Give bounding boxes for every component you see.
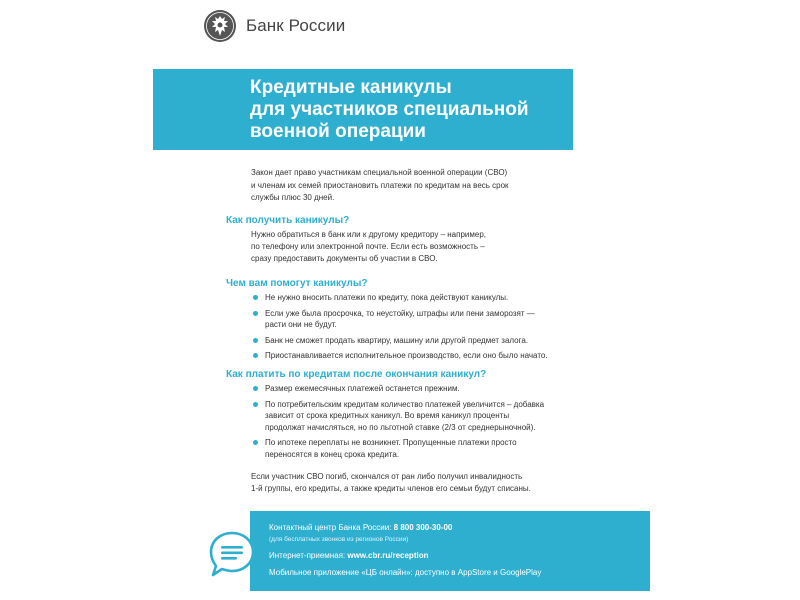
paragraph-line: Нужно обратиться в банк или к другому кредитору – например, — [251, 230, 486, 239]
chat-bubble-icon — [207, 529, 257, 579]
benefits-list — [251, 292, 548, 366]
title-line: Кредитные каникулы — [250, 77, 452, 98]
paragraph-line: по телефону или электронной почте. Если есть возможность – — [251, 242, 485, 251]
bank-emblem-icon — [203, 9, 237, 43]
section-heading-payment-after: Как платить по кредитам после окончания каникул? — [226, 369, 487, 380]
mobile-app-text: Мобильное приложение «ЦБ онлайн»: доступно в AppStore и GooglePlay — [269, 568, 542, 577]
how-to-get-paragraph — [251, 229, 486, 265]
contact-center-label: Контактный центр Банка России: — [269, 523, 394, 532]
list-item-line: расти они не будут. — [265, 320, 337, 329]
list-item — [251, 437, 544, 460]
title-line: для участников специальной — [250, 99, 529, 120]
contact-footer — [250, 511, 650, 591]
section-heading-benefits: Чем вам помогут каникулы? — [226, 278, 368, 289]
list-item-line: Размер ежемесячных платежей останется прежним. — [265, 384, 460, 393]
payment-after-list — [251, 383, 544, 464]
contact-note: (для бесплатных звонков из регионов России) — [269, 536, 409, 543]
bank-name: Банк России — [246, 16, 346, 35]
list-item-line: переносятся в конец срока кредита. — [265, 449, 400, 459]
paragraph-line: Если участник СВО погиб, скончался от ран либо получил инвалидность — [251, 472, 523, 481]
list-item — [251, 350, 548, 362]
contact-center-row — [269, 523, 452, 532]
page-title — [250, 77, 529, 143]
intro-line: Закон дает право участникам специальной военной операции (СВО) — [251, 168, 508, 177]
reception-link[interactable]: www.cbr.ru/reception — [347, 551, 429, 560]
list-item-line: По ипотеке переплаты не возникнет. Пропущенные платежи просто — [265, 438, 517, 447]
reception-row — [269, 551, 428, 560]
write-off-note — [251, 471, 531, 495]
list-item-line: Если уже была просрочка, то неустойку, штрафы или пени заморозят — — [265, 308, 535, 318]
list-item — [251, 292, 548, 304]
list-item — [251, 335, 548, 347]
intro-line: службы плюс 30 дней. — [251, 193, 335, 202]
intro-line: и членам их семей приостановить платежи по кредитам на весь срок — [251, 180, 509, 190]
list-item-line: Не нужно вносить платежи по кредиту, пока действуют каникулы. — [265, 293, 509, 302]
list-item-line: Приостанавливается исполнительное производство, если оно было начато. — [265, 351, 548, 360]
reception-label: Интернет-приемная: — [269, 551, 348, 560]
section-heading-how-to-get: Как получить каникулы? — [226, 215, 350, 226]
paragraph-line: сразу предоставить документы об участии в СВО. — [251, 254, 438, 263]
list-item-line: Банк не сможет продать квартиру, машину или другой предмет залога. — [265, 335, 529, 345]
list-item — [251, 383, 544, 395]
list-item-line: продолжат начисляться, но по льготной ставке (2/3 от среднерыночной). — [265, 422, 536, 432]
list-item — [251, 308, 548, 331]
title-line: военной операции — [250, 121, 426, 142]
list-item-line: По потребительским кредитам количество платежей увеличится – добавка — [265, 399, 545, 409]
list-item — [251, 399, 544, 434]
list-item-line: зависит от срока кредитных каникул. Во время каникул проценты — [265, 411, 510, 420]
paragraph-line: 1-й группы, его кредиты, а также кредиты членов его семьи будут списаны. — [251, 484, 531, 493]
title-banner — [153, 69, 573, 150]
intro-paragraph — [251, 167, 581, 205]
contact-phone-link[interactable]: 8 800 300-30-00 — [393, 523, 453, 532]
